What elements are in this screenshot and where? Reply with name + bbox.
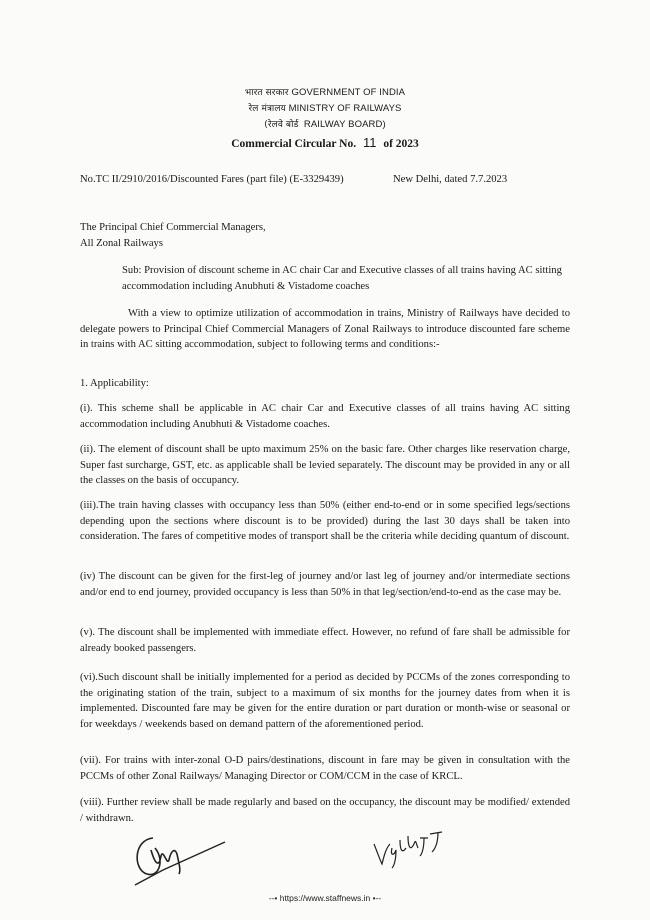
circular-title [0, 135, 650, 150]
addressee [80, 220, 570, 251]
clause-i: (i). This scheme shall be applicable in AC chair Car and Executive classes of all trains having AC sitting accommodation including Anubhuti & Vistadome coaches. [80, 403, 570, 430]
signature-left [125, 830, 235, 890]
clause-iii: (iii).The train having classes with occupancy less than 50% (either end-to-end or in some specified legs/sections depending upon the sections where discount is to be provided) during the last 30 days shall be taken into consideration. The fares of competitive modes of transport shall be the criteria while deciding quantum of discount. [80, 500, 570, 543]
subject: Sub: Provision of discount scheme in AC chair Car and Executive classes of all trains having AC sitting accommodation including Anubhuti & Vistadome coaches [122, 265, 562, 292]
circular-number: 11 [362, 135, 377, 150]
header-government [0, 85, 650, 98]
reference-number: No.TC II/2910/2016/Discounted Fares (part file) (E-3329439) [80, 174, 344, 185]
addressee-line: All Zonal Railways [80, 237, 163, 249]
clause-viii: (viii). Further review shall be made regularly and based on the occupancy, the discount may be modified/ extended / withdrawn. [80, 797, 570, 824]
header-hindi-text: (रेलवे बोर्ड [264, 120, 299, 130]
header-hindi-text: भारत सरकार [244, 88, 289, 98]
reference-line [80, 174, 580, 185]
clause-ii: (ii). The element of discount shall be upto maximum 25% on the basic fare. Other charges like reservation charge, Super fast surcharge, GST, etc. as applicable shall be levied separately. The discount may be provided in any or all the classes on the basis of occupancy. [80, 444, 570, 487]
intro-paragraph: With a view to optimize utilization of accommodation in trains, Ministry of Railways have decided to delegate powers to Principal Chief Commercial Managers of Zonal Railways to introduce discounted fare scheme in trains with AC sitting accommodation, subject to following terms and conditions:- [80, 308, 570, 351]
header-hindi-text: रेल मंत्रालय [248, 104, 286, 114]
footer-watermark-url: --• https://www.staffnews.in •-- [268, 893, 382, 903]
clause-vi: (vi).Such discount shall be initially implemented for a period as decided by PCCMs of the zones corresponding to the originating station of the train, subject to a maximum of six months for the journey dates from when it is implemented. Discounted fare may be given for the entire duration or part duration or month-wise or seasonal or for weekdays / weekends based on demand pattern of the aforementioned period. [80, 672, 570, 730]
header-ministry [0, 101, 650, 114]
clause-vii: (vii). For trains with inter-zonal O-D pairs/destinations, discount in fare may be given in consultation with the PCCMs of other Zonal Railways/ Managing Director or COM/CCM in the case of KRCL. [80, 755, 570, 782]
circular-prefix: Commercial Circular No. [231, 138, 357, 150]
clause-iv: (iv) The discount can be given for the first-leg of journey and/or last leg of journey and/or intermediate sections and/or end to end journey, provided occupancy is less than 50% in that leg/section/end-to-end as the case may be. [80, 571, 570, 598]
header-english-text: GOVERNMENT OF INDIA [291, 87, 406, 98]
header-english-text: MINISTRY OF RAILWAYS [288, 103, 402, 114]
signature-right [370, 830, 450, 870]
header-english-text: RAILWAY BOARD) [303, 119, 386, 130]
place-date: New Delhi, dated 7.7.2023 [393, 174, 508, 185]
addressee-line: The Principal Chief Commercial Managers, [80, 222, 266, 233]
header-board [0, 117, 650, 130]
clause-v: (v). The discount shall be implemented with immediate effect. However, no refund of fare shall be admissible for already booked passengers. [80, 627, 570, 654]
section-heading: 1. Applicability: [80, 378, 149, 389]
circular-suffix: of 2023 [383, 138, 419, 150]
